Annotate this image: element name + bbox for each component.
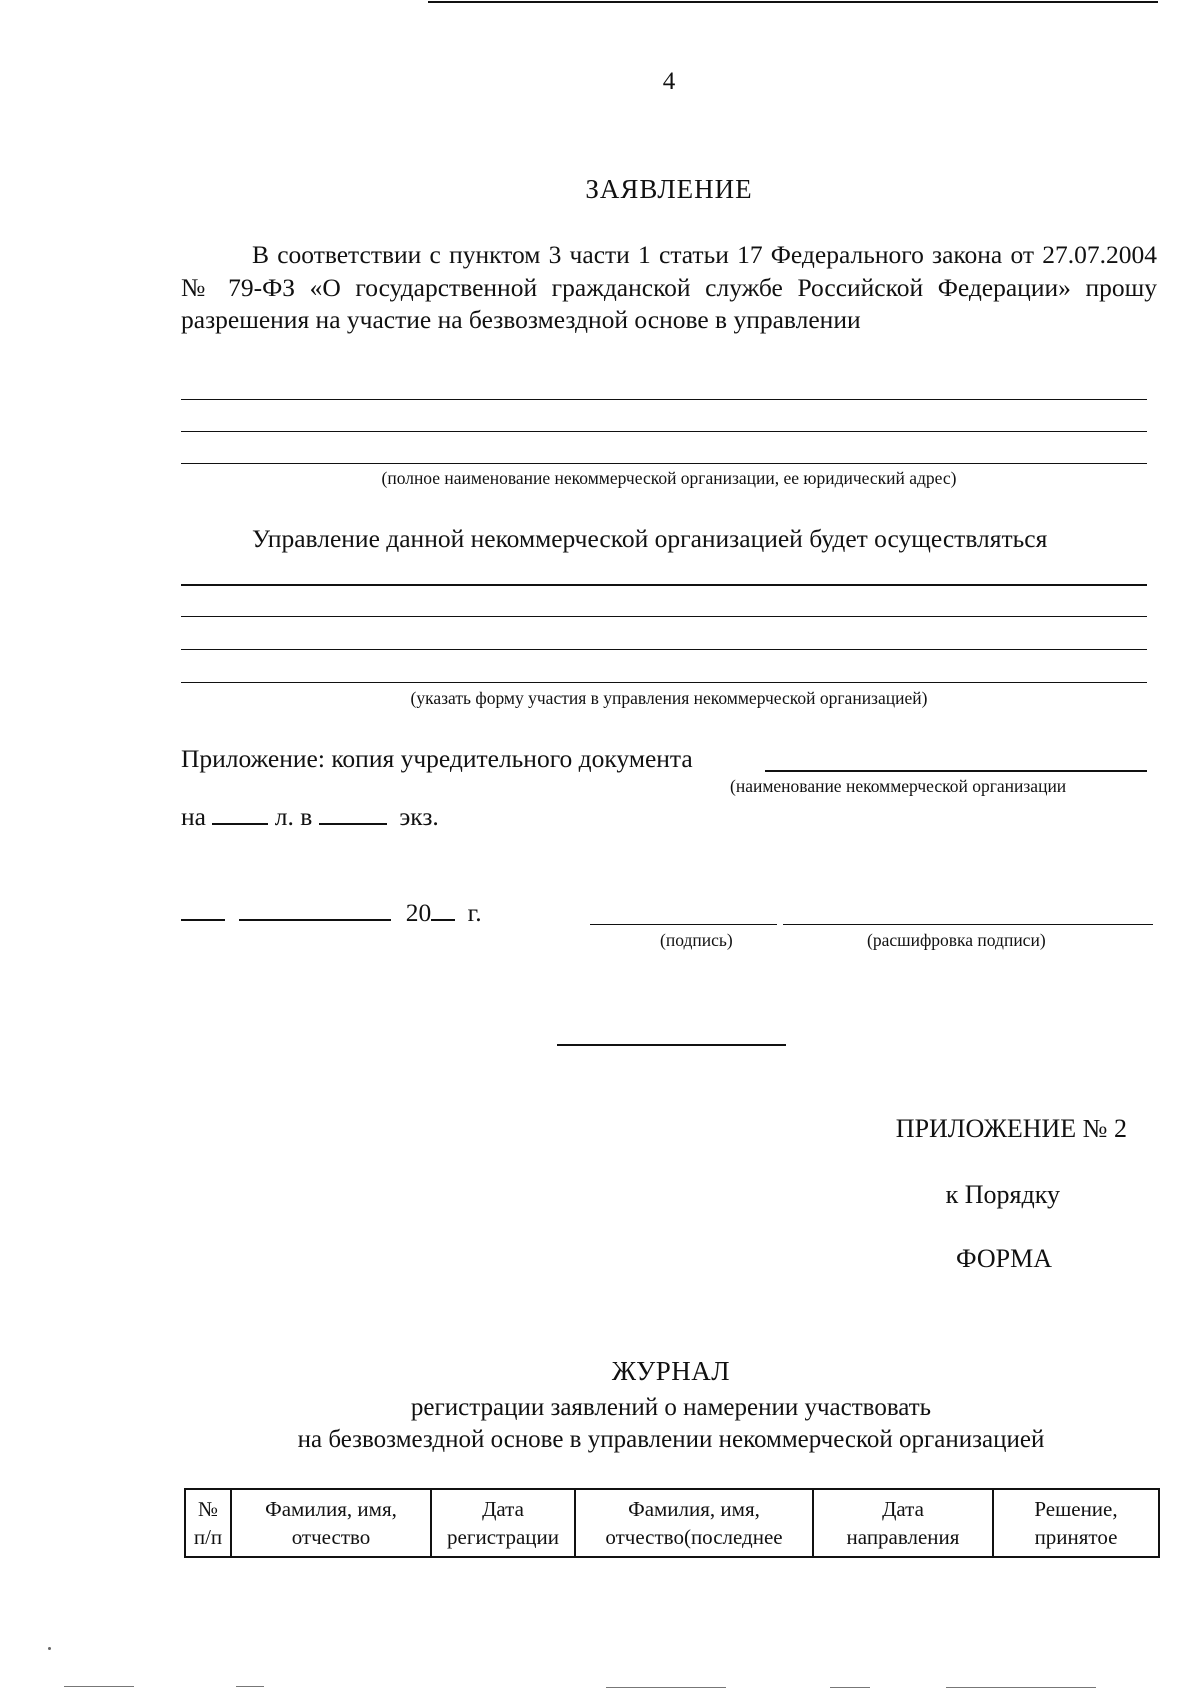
- form-fill-line-3: [181, 649, 1147, 650]
- copies-blank: [319, 805, 387, 825]
- col-name-line2: отчество: [291, 1525, 371, 1549]
- col-number-line1: №: [197, 1497, 219, 1521]
- journal-table: [184, 1488, 1160, 1558]
- journal-header-row: [185, 1489, 1159, 1557]
- col-recipient-header: [575, 1489, 813, 1557]
- copies-line: [181, 802, 439, 832]
- scan-bottom-mark-3: [606, 1687, 726, 1688]
- org-fill-line-2: [181, 431, 1147, 432]
- form-fill-line-2: [181, 616, 1147, 617]
- year-suffix: г.: [467, 898, 482, 927]
- attachment-caption: (наименование некоммерческой организации: [730, 776, 1067, 796]
- application-title: ЗАЯВЛЕНИЕ: [585, 174, 753, 204]
- col-reg-date-line1: Дата: [482, 1497, 524, 1521]
- month-blank: [239, 901, 391, 921]
- org-fill-line-1: [181, 399, 1147, 400]
- scan-top-edge: [428, 1, 1158, 3]
- col-number-header: [185, 1489, 231, 1557]
- copies-middle: л. в: [274, 802, 313, 831]
- form-caption: (указать форму участия в управления некоммерческой организацией): [410, 688, 928, 708]
- col-reg-date-line2: регистрации: [447, 1525, 559, 1549]
- scan-dot: [48, 1647, 51, 1650]
- journal-subtitle-line-1: регистрации заявлений о намерении участвовать: [410, 1394, 932, 1421]
- col-send-date-line1: Дата: [882, 1497, 924, 1521]
- org-fill-line-3: [181, 463, 1147, 464]
- col-name-header: [231, 1489, 431, 1557]
- form-fill-line-1: [181, 584, 1147, 586]
- col-send-date-header: [813, 1489, 993, 1557]
- journal-title: ЖУРНАЛ: [611, 1356, 731, 1386]
- section-separator: [557, 1044, 786, 1046]
- col-decision-line1: Решение,: [1034, 1497, 1118, 1521]
- year-blank: [431, 901, 455, 921]
- year-prefix: 20: [405, 898, 432, 927]
- date-line: [181, 898, 482, 928]
- management-text: Управление данной некоммерческой организацией будет осуществляться: [252, 524, 1048, 553]
- appendix-form-label: ФОРМА: [956, 1244, 1052, 1273]
- appendix-reference: к Порядку: [945, 1180, 1060, 1209]
- copies-suffix: экз.: [399, 802, 439, 831]
- col-send-date-line2: направления: [846, 1525, 960, 1549]
- copies-prefix: на: [181, 802, 206, 831]
- signature-line: [590, 924, 777, 925]
- attachment-fill-line: [765, 770, 1147, 772]
- signature-caption: (подпись): [660, 930, 733, 950]
- attachment-label: Приложение: копия учредительного документа: [181, 744, 693, 773]
- col-reg-date-header: [431, 1489, 575, 1557]
- signature-decoding-caption: (расшифровка подписи): [867, 930, 1046, 950]
- day-blank: [181, 901, 225, 921]
- org-caption: (полное наименование некоммерческой организации, ее юридический адрес): [381, 468, 957, 488]
- col-name-line1: Фамилия, имя,: [265, 1497, 397, 1521]
- col-number-line2: п/п: [193, 1525, 223, 1549]
- col-recipient-line1: Фамилия, имя,: [628, 1497, 760, 1521]
- journal-subtitle-line-2: на безвозмездной основе в управлении некоммерческой организацией: [297, 1426, 1045, 1453]
- appendix-title: ПРИЛОЖЕНИЕ № 2: [895, 1114, 1127, 1143]
- form-fill-line-4: [181, 682, 1147, 683]
- sheets-blank: [212, 805, 268, 825]
- application-paragraph: В соответствии с пунктом 3 части 1 статьи 17 Федерального закона от 27.07.2004 № 79-ФЗ «О государственной гражданской службе Российской Федерации» прошу разрешения на участие на безвозмездной основе в управлении: [181, 240, 1157, 334]
- col-decision-header: [993, 1489, 1159, 1557]
- signature-decoding-line: [783, 924, 1153, 925]
- col-decision-line2: принятое: [1034, 1525, 1118, 1549]
- scan-bottom-mark-5: [946, 1687, 1096, 1688]
- scan-bottom-mark-1: [64, 1686, 134, 1687]
- page-number: 4: [662, 68, 676, 95]
- scan-bottom-mark-4: [830, 1687, 870, 1688]
- scan-bottom-mark-2: [236, 1686, 264, 1687]
- col-recipient-line2: отчество(последнее: [605, 1525, 783, 1549]
